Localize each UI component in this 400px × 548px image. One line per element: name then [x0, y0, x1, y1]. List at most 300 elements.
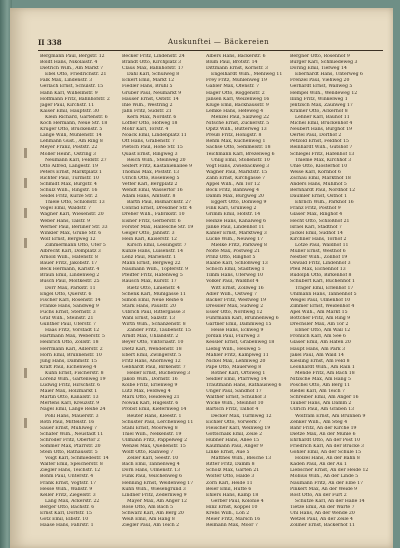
directory-entry: Jansen Karl, Weizenweg 16 — [206, 96, 270, 102]
directory-entry: Ludwig Fritz, Hirschstr. 6 — [40, 383, 101, 389]
directory-entry: Bauer Fritz, Jakobstr. 17 — [40, 261, 98, 267]
directory-entry: Göhler Emil, An der Schule 15 — [290, 450, 361, 456]
directory-entry: Walter Emil, Speicherstr. 8 — [40, 462, 103, 468]
directory-entry: Becker Fritz, Lindenstr. 24 — [122, 54, 185, 59]
directory-entry: Haupt Hans, Am Park 3 — [290, 346, 346, 352]
directory-entry: Lutz Max, Feldweg 4 — [122, 389, 171, 395]
directory-entry: Jäckel Emil, Südhof 14 — [290, 230, 343, 236]
directory-entry: Lehner Karl, Bauhof 11 — [295, 114, 350, 120]
directory-entry: Kraft Paul, Eichenweg 4 — [40, 364, 97, 370]
directory-entry: Löffler Otto, Hofweg 18 — [122, 121, 178, 127]
directory-entry: Nitzsche Max, Am Hang 5 — [290, 376, 351, 382]
directory-entry: Bernhardt Paul, Nordhof 12 — [290, 188, 356, 194]
directory-entry: Grimm Emil, Hofstr. 14 — [206, 212, 261, 218]
directory-entry: Ziegler Paul, Am Teich 2 — [122, 523, 180, 529]
directory-entry: Dorn Hans, Ulmenstr. 13 — [122, 468, 181, 474]
directory-entry: Winkler Max, Grüne Str. 6 — [40, 230, 102, 236]
directory-entry: Bartsch Fritz, Talhof 4 — [206, 407, 259, 413]
directory-entry: Zahn Ernst, Kirchgasse 7 — [206, 175, 266, 181]
directory-entry: Schoch Emil, Stadtweg 1 — [206, 267, 265, 273]
directory-entry: Pinkert Max, An der Weide 9 — [290, 486, 358, 492]
directory-entry: Nowak Karl, Hügelstr. 6 — [122, 401, 179, 407]
directory-entry: Burger Karl, Schmiedeweg 3 — [290, 60, 358, 66]
directory-entry: Träger Emil, Erlenhof 17 — [295, 285, 354, 291]
directory-entry: Boldt Hans, Nikolaistr. 4 — [40, 60, 98, 66]
directory-entry: Schäfer Wilh., Neustadt 11 — [40, 431, 104, 437]
directory-entry: Förster Max, Hallesche Str. 19 — [122, 224, 194, 230]
directory-entry: Ulrich Otto, Rosenweg 5 — [122, 175, 180, 181]
directory-entry: Ritter Fritz, Damm 8 — [206, 462, 255, 468]
directory-entry: Eisner Fritz, Gerberstr. 6 — [122, 218, 181, 224]
directory-entry: Rudolph Otto, Birkenhof 8 — [290, 273, 352, 279]
directory-entry: Henning Ernst, Weidenweg 17 — [122, 480, 194, 486]
directory-entry: Wahl Ernst, Salzstr. 13 — [122, 316, 176, 322]
directory-entry: Unger Paul, Sandhof 17 — [206, 389, 262, 395]
directory-entry: Mayer Max, Am Anger 12 — [127, 498, 187, 504]
directory-entry: Janke Paul, Lindenhof 11 — [206, 224, 265, 230]
directory-entry: Weber Hans, Talstr. 9 — [40, 218, 91, 224]
directory-entry: Sachse Otto, Semmelstr. 18 — [206, 145, 271, 151]
directory-entry: Eckert Emil, Markt 12 — [122, 78, 175, 84]
directory-entry: Vogt Hans, Zwiebackweg 3 — [206, 163, 270, 169]
directory-entry: Preuß Fritz, Honigstr. 8 — [206, 133, 262, 139]
directory-entry: Naumann Wilh., Töpferstr. 9 — [122, 267, 189, 273]
directory-entry: Appel Wilh., Am Tor 12 — [206, 181, 260, 187]
text-column-4 — [290, 54, 372, 542]
directory-entry: Koch Hermann, Neue Str. 18 — [40, 121, 108, 127]
directory-entry: Israel Karl, Stadthof 7 — [290, 224, 342, 230]
directory-entry: Otto Alfred, Langestr. 19 — [40, 163, 99, 169]
directory-entry: Frenzel Paul, Viehweg 20 — [290, 78, 350, 84]
directory-entry: Pohl Hans, Mauerstr. 3 — [45, 413, 99, 419]
directory-entry: Kähler Ernst, Marktweg 3 — [206, 230, 267, 236]
directory-entry: Pfeiffer Fritz, Hafenweg 5 — [122, 273, 183, 279]
directory-entry: Bock Fritz, Bahnweg 4 — [206, 188, 260, 194]
directory-entry: Jäkel Paul, Am Wald 14 — [290, 352, 344, 358]
directory-entry: Fröhlich Karl, Am See 6 — [290, 334, 346, 340]
directory-entry: Braun Emil, Lindenweg 2 — [40, 273, 100, 279]
directory-entry: Riedel Karl, Am Teich 7 — [290, 389, 345, 395]
directory-entry: Mertens Karl, Kreuzstr. 9 — [40, 401, 100, 407]
directory-entry: Fritz Hans, Ahornweg 12 — [122, 358, 181, 364]
directory-entry: Jahn Fritz, Südstr. 21 — [122, 108, 172, 114]
gutter-mark — [24, 238, 27, 248]
directory-entry: Gebhardt Paul, Birkenstr. 7 — [122, 364, 186, 370]
directory-entry: Rehm Max, Kuchenweg 1 — [206, 139, 266, 145]
directory-entry: Zöllner Ernst, Bäckerhof 11 — [290, 523, 355, 529]
text-column-2 — [122, 54, 200, 542]
directory-entry: Müller Ernst, Westhof 6 — [290, 249, 346, 254]
directory-entry: Pietsch Paul, Hohe Str. 15 — [122, 145, 183, 151]
directory-entry: Voigt Karl, Schmiedestr. 14 — [45, 456, 109, 462]
directory-entry: Lehmann Gust., Am Ring 8 — [40, 139, 103, 145]
directory-entry: Seidler Emil, Pfarrweg 14 — [206, 376, 267, 382]
directory-entry: Funk Paul, Veilchenweg 6 — [122, 474, 183, 480]
directory-entry: Wagner Karl, Wiesenstr. 20 — [40, 212, 104, 218]
directory-entry: Adler Wilh., Ostweg 7 — [206, 291, 257, 297]
directory-entry: Glaser Max, Ringhof 4 — [290, 212, 343, 218]
directory-entry: Arnold Wilh., Hafenstr. 8 — [40, 255, 98, 261]
directory-entry: Meyer Franz, Poststr. 22 — [40, 145, 98, 151]
directory-entry: Thiel Wilh., Nelkenstr. 19 — [122, 431, 182, 437]
directory-entry: Kramer Otto, Ackerhof 8 — [290, 108, 348, 114]
directory-entry: Arndt Max, Uhlandstr. 2 — [122, 334, 179, 340]
directory-entry: Blum Paul, Brotstr. 14 — [206, 60, 258, 66]
directory-entry: Wendt Emil, Wassertor 16 — [122, 188, 183, 194]
directory-entry: Barth Paul, Bismarckstr. 27 — [127, 200, 192, 206]
directory-entry: Gottschalk Emil, Zeile 2 — [206, 431, 262, 437]
directory-entry: Pape Otto, Mauerweg 8 — [206, 364, 262, 370]
directory-entry: Kaden Paul, An der Au 1 — [290, 462, 347, 468]
directory-entry: Schreiber Emil, Am Anger 16 — [290, 395, 359, 401]
directory-entry: Busch Paul, Moltkestr. 25 — [40, 279, 100, 285]
directory-entry: Fuchs Ernst, Sternstr. 3 — [40, 309, 96, 315]
directory-entry: Thomas Max, Poststr. 13 — [122, 169, 180, 175]
directory-entry: Beyer Otto, Viktoriastr. 10 — [122, 340, 184, 346]
directory-entry: Schmidt Max, Burgstr. 4 — [40, 181, 97, 187]
directory-entry: Eberhardt Hans, Unterweg 6 — [295, 72, 363, 78]
directory-entry: Stein Otto, Rathausstr. 5 — [40, 450, 98, 456]
directory-entry: Bach Emil, Tannenweg 4 — [122, 462, 180, 468]
directory-entry: Stark Hans, Paulstr. 20 — [122, 303, 176, 309]
directory-entry: Weigel Paul, Ulmenhof 10 — [290, 297, 351, 303]
directory-entry: Opitz Wilh., Butterweg 13 — [206, 127, 267, 133]
directory-entry: Fuhrmann Karl, Brunnenweg 6 — [206, 316, 279, 322]
directory-entry: Gerlach Ernst, Schulstr. 15 — [40, 84, 104, 90]
directory-entry: Reuter Hans, Kleestr. 1 — [127, 413, 182, 419]
directory-entry: Leonhardt Wilh., Am Rain 1 — [290, 364, 355, 370]
directory-entry: Reich Wilh., Steinweg 20 — [127, 157, 186, 163]
directory-entry: Hecht Otto, Schloßhof 21 — [290, 218, 350, 224]
directory-entry: Hesse Wilh., Wallstr. 9 — [40, 486, 93, 492]
directory-entry: Seifert Fritz, Kastanienallee 9 — [122, 163, 193, 169]
directory-entry: Lücke Wilh., Neuweg 17 — [206, 236, 264, 242]
directory-entry: Kühn Ernst, Fischerstr. 8 — [45, 370, 104, 376]
directory-entry: Rietz Otto, Linienstr. 4 — [127, 285, 180, 291]
directory-entry: Gläser Emil, Am Hafen 20 — [290, 340, 351, 346]
directory-entry: Schütze Karl, An der Halle 14 — [295, 498, 365, 504]
directory-entry: Matthes Wilh., Bleiche 13 — [211, 456, 272, 462]
directory-entry: Oswald Fritz, Lindenhof 3 — [290, 261, 351, 267]
directory-entry: Ebert Emil, Zwingerstr. 5 — [122, 352, 182, 358]
directory-entry: Völker Paul, Waldhof 4 — [206, 279, 259, 285]
directory-entry: Werner Paul, Berliner Str. 33 — [40, 224, 108, 230]
directory-entry: Dietz Karl, Wendenstr. 18 — [122, 346, 182, 352]
directory-entry: Eggert Otto, Domweg 9 — [211, 200, 267, 206]
directory-entry: Menzel Paul, Salzweg 22 — [211, 114, 270, 120]
directory-entry: Pöschel Otto, Am Berg 11 — [290, 383, 351, 389]
directory-entry: Dietrich Wilh., Am Markt 7 — [40, 66, 104, 72]
directory-entry: Franz Fritz, Posthof 9 — [290, 206, 341, 212]
directory-entry: Walther Ernst, Schulhof 3 — [206, 395, 267, 401]
directory-entry: Liebig Wilh., Heuweg 5 — [206, 346, 261, 352]
directory-entry: Thiele Otto, Schloßstr. 13 — [45, 200, 105, 206]
directory-entry: Ehrlich Wilh., Parkhof 16 — [295, 200, 354, 206]
directory-entry: Albrecht Karl, Domplatz 3 — [40, 249, 101, 254]
directory-entry: Friedrich Karl, An der Brücke 3 — [290, 444, 364, 449]
directory-entry: Mielke Fritz, Parkweg 8 — [211, 242, 267, 248]
directory-entry: Adam Hans, Amtsstr. 8 — [122, 194, 176, 200]
directory-entry: Nolte Max, Postweg 21 — [206, 249, 261, 254]
directory-entry: Tietze Emil, An der Warte 7 — [290, 504, 355, 510]
directory-entry: Vetter Karl, Bergplatz 2 — [122, 181, 178, 187]
gutter-mark — [24, 148, 27, 158]
directory-entry: Frey Fritz, Mühlenweg 19 — [206, 78, 267, 84]
directory-entry: Bergner Otto, Rosenhof 9 — [290, 54, 350, 59]
directory-entry: Decker Max, Turmweg 12 — [211, 413, 272, 419]
directory-entry: Gerber Paul, Kolonie 4 — [211, 498, 264, 504]
directory-entry: Herrmann Karl, Adlerstr. 2 — [40, 346, 103, 352]
directory-entry: Hoffmann Fritz, Bahnhofstr. 2 — [40, 96, 110, 102]
directory-entry: Franke Hans, Sandweg 9 — [40, 303, 99, 309]
directory-entry: Dörr Max, Parkstr. 11 — [45, 285, 96, 291]
directory-entry: Berger Otto, Bachstr. 6 — [40, 504, 95, 510]
directory-entry: Kiesling Ernst, Am Feld 8 — [290, 358, 350, 364]
directory-entry: Fischer Karl, Rosenstr. 14 — [40, 297, 101, 303]
directory-entry: Mende Fritz, Am Bach 18 — [295, 370, 355, 376]
directory-entry: Rost Otto, An der Furt 2 — [290, 492, 347, 498]
directory-entry: Dietze Max, An der Mühle 6 — [290, 431, 356, 437]
directory-entry: Jentzsch Max, Zaunweg 17 — [290, 102, 353, 108]
directory-entry: Kaufmann Paul, Anger 9 — [206, 444, 263, 449]
directory-entry: Hempel Wilh., Wendeweg 12 — [290, 90, 358, 96]
directory-entry: Rose Otto, Am Bach 5 — [122, 504, 174, 510]
directory-entry: Zorn Karl, Heide 11 — [206, 480, 253, 486]
directory-entry: Nagel Emil, Lange Reihe 24 — [40, 407, 106, 413]
directory-entry: Apel Wilh., Am Markt 15 — [290, 309, 348, 315]
directory-entry: Hager Otto, Roggenstr. 2 — [206, 90, 265, 96]
directory-entry: Drechsler Max, Am Tor 2 — [290, 322, 349, 328]
directory-entry: Lang Max, Ackerstr. 22 — [45, 498, 100, 504]
directory-entry: Lange Willi, Mühlenstr. 14 — [40, 133, 102, 139]
directory-entry: Kaiser Emil, Hauptstr. 30 — [40, 108, 100, 114]
directory-entry: Ihle Wilh., Westring 2 — [122, 102, 173, 108]
directory-entry: Sommer Max, Pfarrstr. 20 — [40, 444, 101, 449]
directory-entry: Bäcker Fritz, Westweg 19 — [206, 297, 267, 303]
directory-entry: Vogel Emil, Waldstr. 7 — [40, 206, 92, 212]
directory-entry: Fiedler Hans, Brühl 5 — [122, 84, 173, 90]
directory-entry: Däumler Ernst, Osthof 1 — [290, 194, 347, 200]
directory-entry: Kolbe Fritz, Erlenweg 9 — [122, 383, 178, 389]
directory-entry: Wolter Otto, Halde 3 — [206, 474, 255, 480]
directory-entry: Linke Ernst, Aue 5 — [206, 450, 250, 456]
gutter-mark — [24, 418, 27, 428]
directory-entry: Nestler Wilh., Zollhof 19 — [290, 255, 348, 261]
directory-entry: Anders Hans, Mühlhof 5 — [290, 181, 347, 187]
directory-entry: Liebscher Ernst, An der Heide 12 — [290, 468, 369, 474]
directory-entry: Dressler Max, Südweg 2 — [206, 303, 264, 309]
directory-entry: Fink Karl, Grünweg 2 — [206, 206, 257, 212]
gutter-mark — [24, 368, 27, 378]
directory-entry: Eichler Otto, Vorwerk 7 — [206, 419, 262, 425]
directory-entry: Naumann Fritz, An der Elbe 17 — [290, 480, 364, 486]
directory-entry: Wirth Wilh., Schanzenstr. 8 — [122, 322, 186, 328]
directory-entry: Lotze Paul, Waldhof 11 — [295, 242, 349, 248]
directory-entry: Quast Ernst, Ringweg 3 — [122, 151, 178, 157]
directory-entry: Petzold Ernst, Feldhof 15 — [290, 139, 349, 145]
directory-entry: Dittmann Ernst, Kornstr. 3 — [206, 66, 268, 72]
directory-entry: Schuster Paul, Lerchenweg 11 — [122, 419, 194, 425]
directory-entry: Jordan Paul, Flurweg 3 — [206, 334, 260, 340]
gutter-marks — [16, 128, 38, 458]
directory-entry: Horn Emil, Brunnenstr. 10 — [40, 352, 102, 358]
directory-entry: Kuhn Wilh., Wiesengrund 3 — [122, 486, 186, 492]
directory-entry: Kunze Hans, Luisenstr. 14 — [122, 249, 184, 254]
text-column-1 — [40, 54, 116, 542]
directory-entry: Kluge Emil, Backhausstr. 9 — [206, 102, 269, 108]
directory-entry: Heller Ernst, Buchenweg 3 — [127, 370, 191, 376]
directory-entry: Probst Emil, Kiefernweg 14 — [122, 407, 187, 413]
directory-entry: Pfeil Max, Eichenhof 13 — [290, 267, 346, 273]
directory-entry: Rausch Max, Kurstr. 17 — [122, 279, 177, 285]
directory-entry: Michel Emil, Brückenhof 4 — [290, 121, 353, 127]
directory-entry: Neubert Hans, Burghof 19 — [290, 127, 353, 133]
directory-entry: Krüger Otto, Brückenstr. 5 — [40, 127, 103, 133]
directory-entry: Schlegel Fritz, Hafenhof 13 — [290, 151, 355, 157]
directory-entry: Ehlers Hans, Kamp 18 — [206, 492, 259, 498]
directory-entry: Roth Paul, Mittelstr. 16 — [40, 419, 95, 425]
directory-entry: Damm Max, Burgweg 20 — [206, 194, 264, 200]
directory-entry: Schwarz Karl, Am Berg 20 — [122, 511, 184, 517]
directory-entry: Wolff Otto, Rainweg 7 — [122, 450, 174, 456]
directory-entry: Thieme Max, Kirchhof 3 — [295, 157, 352, 163]
page-number: II 338 — [38, 38, 62, 47]
directory-entry: Tauber Hans, Am Damm 2 — [290, 401, 352, 407]
directory-entry: Meier Fritz, Marsch 16 — [206, 517, 261, 523]
directory-entry: Scholz Max, Garten 21 — [206, 468, 260, 474]
directory-entry: Böhm Paul, Unterstr. 4 — [40, 474, 94, 480]
directory-entry: Beck Hermann, Karlstr. 4 — [40, 267, 100, 273]
directory-entry: Schröder Fritz, Obertor 2 — [40, 437, 100, 443]
directory-entry: Zimmermann Otto, Ufer 5 — [45, 242, 106, 248]
directory-entry: Peters Ernst, Marktplatz 1 — [40, 169, 102, 175]
directory-entry: Schubert Karl, Buchenhof 1 — [290, 279, 355, 285]
directory-entry: Fleischer Karl, Weinweg 19 — [206, 425, 271, 431]
directory-entry: Seidel Fritz, Kurze Str. 2 — [40, 194, 98, 200]
directory-entry: Götz Emil, Elbstr. 10 — [40, 517, 89, 523]
directory-entry: Böttcher Fritz, Am Ring 9 — [290, 316, 351, 322]
directory-entry: Noack Emil, Lindenplatz 11 — [122, 133, 187, 139]
directory-entry: Gerhardt Ernst, Wallweg 5 — [290, 84, 353, 90]
directory-entry: Albers Hans, Bäckerstr. 6 — [206, 54, 266, 59]
directory-entry: Stahl Ernst, Moorweg 8 — [122, 425, 178, 431]
directory-entry: Lindner Fritz, Zedernweg 9 — [122, 492, 187, 498]
directory-entry: Reinhardt Wilh., Gutshof 7 — [290, 145, 353, 151]
directory-entry: Lemke Hans, Hefeweg 4 — [206, 108, 264, 114]
directory-entry: Ziegler Hans, Teichstr. 12 — [40, 468, 101, 474]
directory-entry: Reimann Max, Moor 7 — [206, 523, 258, 529]
directory-entry: Klein Richard, Gartenstr. 6 — [45, 114, 108, 120]
directory-entry: Rother Karl, Ortsweg 1 — [211, 370, 266, 376]
directory-entry: Ehrhardt Otto, An der Post 10 — [290, 437, 361, 443]
directory-entry: Mahler Fritz, Kampweg 11 — [206, 352, 269, 358]
directory-entry: Mann Ernst, Bergweg 22 — [122, 261, 181, 267]
directory-entry: Neumann Karl, Feldstr. 27 — [45, 157, 107, 163]
directory-entry: Gärtner Emil, Dammweg 15 — [206, 322, 272, 328]
directory-entry: Gabler Max, Ofenstr. 7 — [206, 84, 260, 90]
directory-entry: Zander Fritz, Taubenstr. 15 — [127, 328, 191, 334]
directory-entry: Wolfram Ernst, Am Brunnen 9 — [295, 413, 366, 419]
text-column-3 — [206, 54, 284, 542]
directory-entry: Oertel Paul, Dorfhof 2 — [290, 133, 342, 139]
directory-entry: Jung Hans, Dammstr. 15 — [40, 358, 97, 364]
header-rule — [38, 50, 383, 51]
directory-entry: Lorenz Wilh., Gartenweg 19 — [40, 376, 106, 382]
directory-entry: Marx Otto, Heideweg 21 — [122, 395, 180, 401]
directory-entry: Engelhardt Wilh., Mehlweg 11 — [211, 72, 283, 78]
directory-entry: Schenk Karl, Mühlgasse 11 — [122, 291, 186, 297]
directory-entry: Hübner Hans, Allee 15 — [206, 437, 260, 443]
directory-entry: Ullrich Paul, Am Graben 13 — [290, 407, 355, 413]
directory-entry: Kirchner Hans, Torhof 2 — [290, 236, 347, 242]
directory-entry: Kessler Ernst, Grabenweg 18 — [206, 340, 275, 346]
directory-entry: Kirsch Emil, Lessingstr. 7 — [127, 242, 187, 248]
directory-entry: Döring Emil, Tiefweg 14 — [290, 66, 347, 72]
directory-entry: Ebner Otto, Am Wall 12 — [295, 328, 351, 334]
directory-entry: Ulbrich Paul, Rittergasse 3 — [122, 309, 185, 315]
directory-entry: Hartmann Max, Weberstr. 5 — [40, 334, 105, 340]
directory-entry: Falk Max, Lindenstr. 3 — [40, 78, 93, 84]
directory-entry: Beier Emil, Hütte 6 — [206, 486, 252, 492]
directory-entry: Wicke Wilh., Steinhof 10 — [206, 401, 264, 407]
directory-entry: Zschau Emil, Markthof 18 — [290, 175, 351, 181]
directory-entry: Geiger Otto, Jahnstr. 3 — [122, 230, 175, 236]
directory-entry: Graf Wilh., Steinstr. 21 — [40, 316, 94, 322]
directory-entry: Heinrich Otto, Zollstr. 18 — [40, 340, 99, 346]
directory-entry: Zenker Wilh., Am Steg 4 — [290, 419, 348, 425]
directory-entry: Nickel Max, Lehmweg 20 — [206, 358, 266, 364]
running-title: Auskunftei — Bäckereien — [168, 38, 270, 46]
directory-entry: Conrad Ernst, Dresdner Str. 4 — [122, 206, 192, 212]
directory-entry: Uhl Hans, An der Wende 20 — [290, 511, 355, 517]
directory-entry: Ernst Karl, Dorfstr. 15 — [40, 511, 92, 517]
directory-entry: Wagner Paul, Marktstr. 15 — [206, 169, 268, 175]
directory-entry: Frank Ernst, Vogtstr. 17 — [40, 480, 97, 486]
directory-entry: Gruber Paul, Neumarkt 9 — [122, 90, 182, 96]
directory-entry: Trautmann Hans, Rathausweg 6 — [206, 383, 282, 389]
directory-entry: Hauser Ernst, Oststr. 14 — [122, 96, 179, 102]
directory-entry: Bergmann Paul, Bergstr. 12 — [40, 54, 105, 59]
directory-entry: Dahl Karl, Schulweg 8 — [127, 72, 180, 78]
directory-entry: Lenz Paul, Marienstr. 1 — [122, 255, 177, 261]
directory-entry: Weise Karl, Kornhof 6 — [290, 169, 341, 175]
directory-entry: Schulz Wilh., Ringstr. 16 — [40, 188, 98, 194]
directory-entry: Prinz Otto, Ringhof 5 — [206, 255, 256, 261]
directory-entry: Hahn Karl, Wilhelmstr. 9 — [40, 90, 98, 96]
directory-entry: Heise Hans, Eckweg 9 — [211, 328, 264, 334]
directory-entry: Richter Paul, Turmstr. 10 — [40, 175, 99, 181]
directory-entry: Zeller Karl, Seestr. 10 — [127, 456, 179, 462]
directory-entry: Jakob Wilh., Dornstr. 16 — [122, 376, 178, 382]
directory-entry: Esser Otto, Nordweg 12 — [206, 309, 263, 315]
directory-entry: Hinz Ernst, Koppel 10 — [206, 504, 258, 510]
directory-entry: Engel Otto, Querstr. 6 — [40, 291, 92, 297]
gutter-mark — [24, 178, 27, 188]
directory-entry: Illing Fritz, Winkelweg 1 — [290, 96, 348, 102]
directory-entry: Uhle Otto, Klosterhof 10 — [290, 163, 348, 169]
directory-entry: Möller Heinr., Ostring 3 — [40, 151, 96, 157]
directory-entry: Zimmer Ernst, Weidenhof 4 — [290, 303, 355, 309]
directory-entry: Wolf Ernst, Bergweg 12 — [40, 236, 96, 242]
directory-entry: Hölzel Hans, An der Bahn 8 — [295, 456, 360, 462]
directory-entry: Möbius Wilh., An der Linde 5 — [290, 474, 359, 480]
directory-entry: Haase Hans, Fährstr. 1 — [40, 523, 94, 529]
directory-entry: Sauer Ernst, Mühlweg 7 — [40, 425, 97, 431]
directory-entry: Ebel Otto, Friedrichstr. 21 — [45, 72, 107, 78]
directory-entry: Heinze Hans, Kanalweg 6 — [206, 218, 267, 224]
directory-entry: Jäger Paul, Kirchstr. 11 — [40, 102, 95, 108]
directory-entry: Nitsche Ernst, Zuckerstr. 5 — [206, 121, 270, 127]
